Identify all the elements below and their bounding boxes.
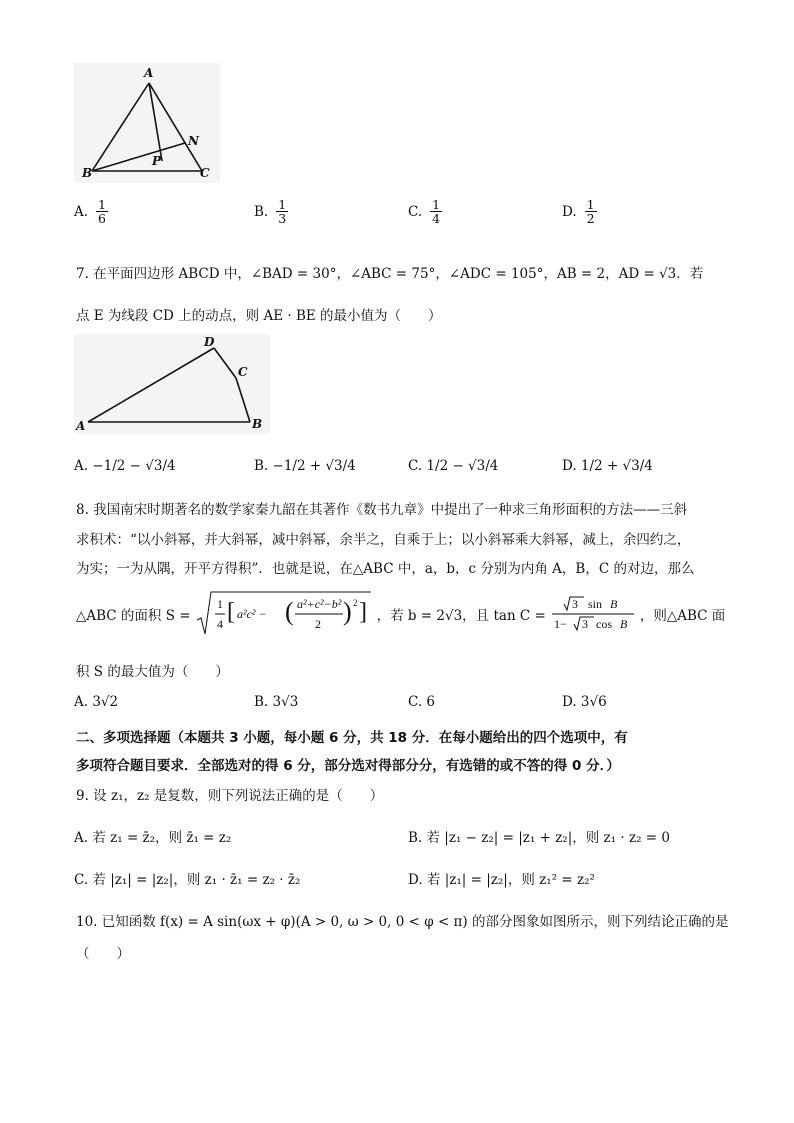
- q9-option-c: C. 若 |z₁| = |z₂|，则 z₁ · z̄₁ = z₂ · z̄₂: [74, 872, 301, 888]
- q8-option-c: C. 6: [408, 694, 436, 710]
- q7-option-c: C. 1/2 − √3/4: [408, 458, 499, 474]
- q8-option-b: B. 3√3: [254, 694, 299, 710]
- svg-text:cos: cos: [595, 617, 612, 631]
- q8-option-a: A. 3√2: [74, 694, 119, 710]
- q7-stem-line-2: 点 E 为线段 CD 上的动点，则 AE · BE 的最小值为（ ）: [76, 308, 442, 324]
- section-2-heading-line-2: 多项符合题目要求．全部选对的得 6 分，部分选对得部分分，有选错的或不答的得 0 分．）: [76, 758, 620, 774]
- svg-text:1−: 1−: [553, 617, 567, 631]
- svg-text:4: 4: [216, 617, 223, 631]
- q10-stem-line-1: 10. 已知函数 f(x) = A sin(ωx + φ)(A > 0, ω > 0, 0 < φ < π) 的部分图象如图所示，则下列结论正确的是: [76, 914, 729, 930]
- q6-option-a: A. $\frac{1}{6}$: [74, 197, 106, 227]
- q9-stem: 9. 设 z₁，z₂ 是复数，则下列说法正确的是（ ）: [76, 788, 384, 804]
- q8-stem-line-3: 为实；一为从隅，开平方得积”．也就是说，在△ABC 中，a，b，c 分别为内角 A，B，C 的对边，那么: [76, 561, 695, 577]
- q6-option-b: B. $\frac{1}{3}$: [254, 197, 287, 227]
- vertex-label-c: C: [238, 365, 248, 379]
- q9-option-b: B. 若 |z₁ − z₂| = |z₁ + z₂|，则 z₁ · z₂ = 0: [408, 830, 670, 846]
- section-2-heading-line-1: 二、多项选择题（本题共 3 小题，每小题 6 分，共 18 分．在每小题给出的四个选项中，有: [76, 730, 628, 746]
- svg-text:]: ]: [358, 599, 367, 625]
- point-label-n: N: [188, 134, 199, 148]
- svg-text:B: B: [619, 617, 628, 631]
- q7-option-d: D. 1/2 + √3/4: [562, 458, 653, 474]
- q7-option-b: B. −1/2 + √3/4: [254, 458, 356, 474]
- q8-stem-line-2: 求积术：“以小斜幂，并大斜幂，减中斜幂，余半之，自乘于上；以小斜幂乘大斜幂，减上，余四约之，: [76, 532, 691, 548]
- q8-stem-line-1: 8. 我国南宋时期著名的数学家秦九韶在其著作《数书九章》中提出了一种求三角形面积的方法——三斜: [76, 502, 688, 518]
- q8-option-d: D. 3√6: [562, 694, 607, 710]
- point-label-p: P: [152, 154, 162, 168]
- vertex-label-b: B: [252, 417, 263, 431]
- svg-text:a²c² −: a²c² −: [236, 607, 267, 621]
- q6-option-d: D. $\frac{1}{2}$: [562, 197, 595, 227]
- vertex-label-b: B: [82, 166, 93, 180]
- tan-c-fraction: [550, 594, 636, 634]
- vertex-label-a: A: [144, 66, 154, 80]
- svg-text:sin: sin: [587, 597, 602, 611]
- q9-option-d: D. 若 |z₁| = |z₂|，则 z₁² = z₂²: [408, 872, 595, 888]
- quadrilateral-figure-q7: [74, 334, 270, 434]
- q8-area-formula-line: △ABC 的面积 S = 1 4 [ a²c² − ( a²+c²−b² 2 ) 2 ] ，若 b = 2√3，且 tan C = 3 sin B 1− 3 cos B ，则△ABC 面: [76, 590, 725, 638]
- vertex-label-d: D: [204, 335, 215, 349]
- qin-jiushao-formula: [195, 590, 373, 638]
- svg-text:(: (: [284, 597, 294, 626]
- vertex-label-a: A: [76, 419, 86, 433]
- svg-text:[: [: [226, 599, 235, 625]
- triangle-figure-q6: [74, 63, 220, 183]
- svg-text:): ): [342, 597, 352, 626]
- q10-stem-line-2: （ ）: [76, 946, 130, 962]
- svg-text:2: 2: [314, 617, 321, 631]
- q9-option-a: A. 若 z₁ = z̄₂，则 z̄₁ = z₂: [74, 830, 232, 846]
- svg-text:3: 3: [571, 597, 578, 611]
- svg-text:B: B: [609, 597, 618, 611]
- q7-stem-line-1: 7. 在平面四边形 ABCD 中，∠BAD = 30°，∠ABC = 75°，∠ADC = 105°，AB = 2，AD = √3．若: [76, 266, 704, 282]
- q8-stem-line-5: 积 S 的最大值为（ ）: [76, 664, 229, 680]
- svg-text:1: 1: [216, 597, 223, 611]
- svg-text:a²+c²−b²: a²+c²−b²: [296, 597, 341, 611]
- q6-option-c: C. $\frac{1}{4}$: [408, 197, 441, 227]
- svg-text:2: 2: [352, 598, 358, 608]
- vertex-label-c: C: [200, 166, 210, 180]
- svg-text:3: 3: [581, 617, 588, 631]
- q7-option-a: A. −1/2 − √3/4: [74, 458, 176, 474]
